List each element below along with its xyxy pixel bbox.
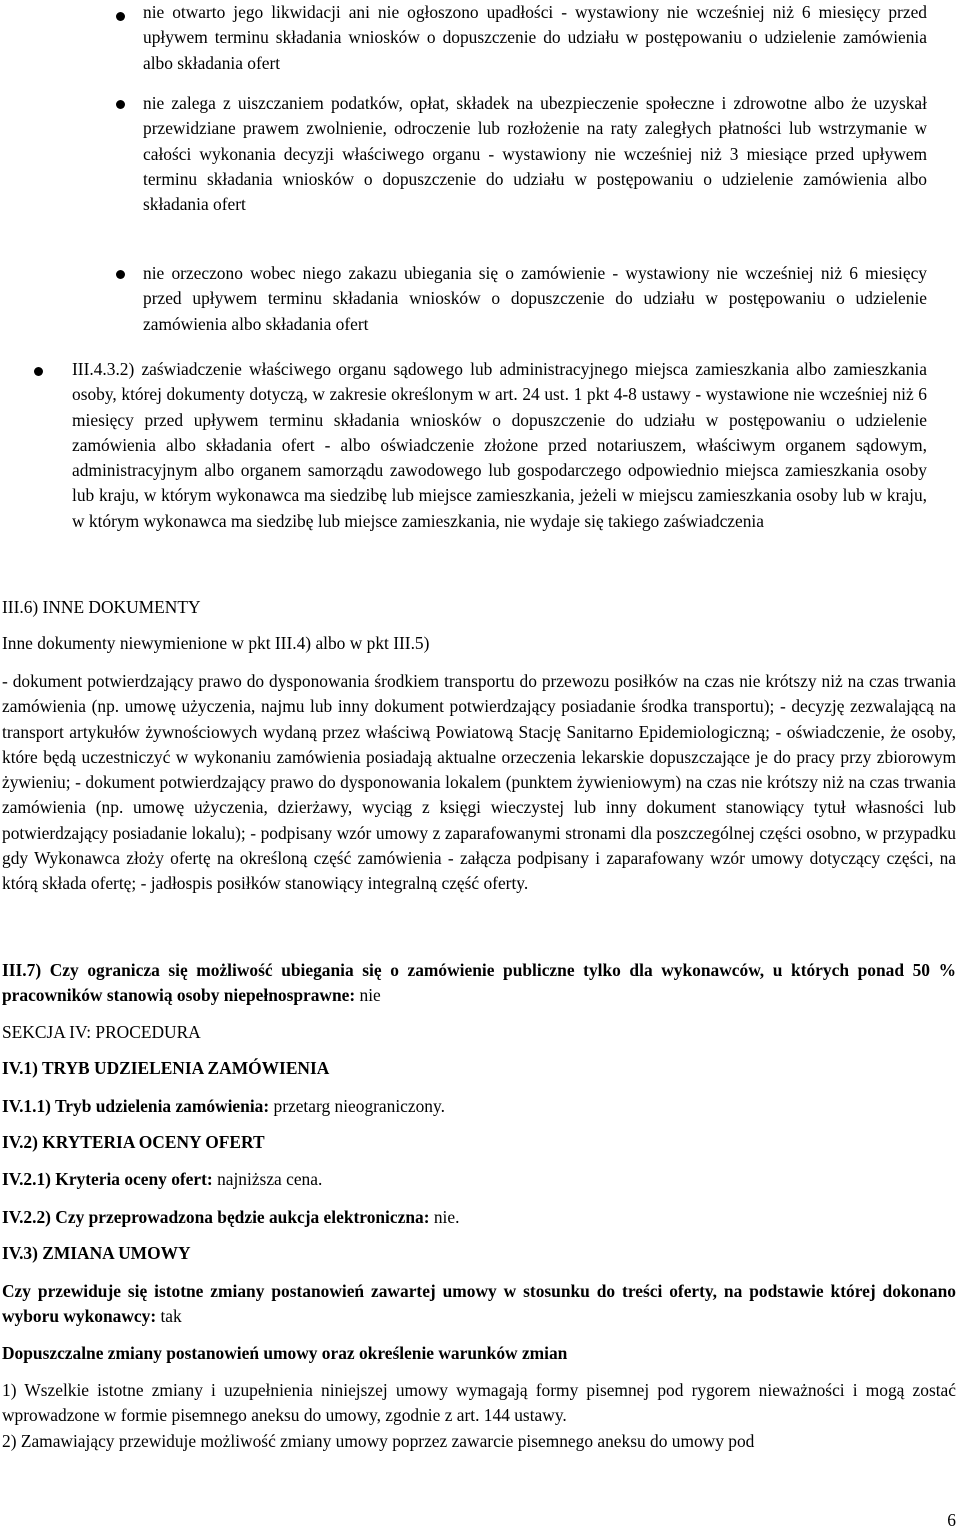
section-iv-2-2 (2, 1205, 956, 1230)
bullet-dot (34, 367, 43, 376)
section-iv-3-question (2, 1279, 956, 1330)
sub-bullet-2: nie zalega z uiszczaniem podatków, opłat, składek na ubezpieczenie społeczne i zdrowotne albo że uzyskał przewidziane prawem zwolnienie, odroczenie lub rozłożenie na raty zaległych płatności lub wstrzymanie w całości wykonania decyzji właściwego organu - wystawiony nie wcześniej niż 3 miesiące przed upływem terminu składania wniosków o dopuszczenie do udziału w postępowaniu o udzielenie zamówienia albo składania ofert (143, 93, 927, 215)
section-iv-1-1 (2, 1094, 956, 1119)
iv-2-1-value: najniższa cena. (212, 1169, 323, 1189)
sub-bullet-1: nie otwarto jego likwidacji ani nie ogłoszono upadłości - wystawiony nie wcześniej niż 6 miesięcy przed upływem terminu składania wniosków o dopuszczenie do udziału w postępowaniu o udzielenie zamówienia albo składania ofert (143, 2, 927, 73)
iv-1-1-label: IV.1.1) Tryb udzielenia zamówienia: (2, 1096, 270, 1116)
bullet-dot (116, 12, 125, 21)
bullet-iii-4-3-2: III.4.3.2) zaświadczenie właściwego organu sądowego lub administracyjnego miejsca zamieszkania albo zamieszkania osoby, której dokumenty dotyczą, w zakresie określonym w art. 24 ust. 1 pkt 4-8 ustawy - wystawione nie wcześniej niż 6 miesięcy przed upływem terminu składania wniosków o dopuszczenie do udziału w postępowaniu o udzielenie zamówienia albo składania ofert - albo oświadczenie złożone przed notariuszem, właściwym organem sądowym, administracyjnym albo organem samorządu zawodowego lub gospodarczego odpowiednio miejsca zamieszkania osoby lub kraju, w którym wykonawca ma siedzibę lub miejsce zamieszkania, jeżeli w miejscu zamieszkania osoby lub w kraju, w którym wykonawca ma siedzibę lub miejsce zamieszkania, nie wydaje się takiego zaświadczenia (72, 359, 927, 531)
section-iv-3-item-2: 2) Zamawiający przewiduje możliwość zmiany umowy poprzez zawarcie pisemnego aneksu do umowy pod (2, 1431, 755, 1451)
section-iv-heading: SEKCJA IV: PROCEDURA (2, 1022, 201, 1042)
iv-2-2-value: nie. (429, 1207, 460, 1227)
section-iii-6-intro: Inne dokumenty niewymienione w pkt III.4) albo w pkt III.5) (2, 633, 430, 653)
section-iii-6-heading: III.6) INNE DOKUMENTY (2, 597, 201, 617)
section-iv-1-heading: IV.1) TRYB UDZIELENIA ZAMÓWIENIA (2, 1058, 330, 1078)
section-iv-3-heading: IV.3) ZMIANA UMOWY (2, 1243, 191, 1263)
sub-bullet-3: nie orzeczono wobec niego zakazu ubiegania się o zamówienie - wystawiony nie wcześniej niż 6 miesięcy przed upływem terminu składania wniosków o dopuszczenie do udziału w postępowaniu o udzielenie zamówienia albo składania ofert (143, 263, 927, 334)
bullet-dot (116, 270, 125, 279)
iv-3-answer: tak (156, 1306, 182, 1327)
section-iv-2-1 (2, 1167, 956, 1192)
iv-2-2-label: IV.2.2) Czy przeprowadzona będzie aukcja elektroniczna: (2, 1207, 430, 1227)
section-iv-3-subheading: Dopuszczalne zmiany postanowień umowy oraz określenie warunków zmian (2, 1343, 568, 1363)
section-iv-3-item-1: 1) Wszelkie istotne zmiany i uzupełnienia niniejszej umowy wymagają formy pisemnej pod rygorem nieważności i mogą zostać wprowadzone w formie pisemnego aneksu do umowy, zgodnie z art. 144 ustawy. (2, 1380, 956, 1426)
iv-2-1-label: IV.2.1) Kryteria oceny ofert: (2, 1169, 213, 1189)
section-iii-7 (2, 958, 956, 1009)
section-iv-2-heading: IV.2) KRYTERIA OCENY OFERT (2, 1132, 265, 1152)
iv-3-question-text: Czy przewiduje się istotne zmiany postanowień zawartej umowy w stosunku do treści oferty, na podstawie której dokonano wyboru wykonawcy: (2, 1281, 956, 1327)
iv-1-1-value: przetarg nieograniczony. (269, 1096, 445, 1116)
section-iii-6-body: - dokument potwierdzający prawo do dysponowania środkiem transportu do przewozu posiłków na czas nie krótszy niż na czas trwania zamówienia (np. umowę użyczenia, najmu lub inny dokument potwierdzający posiadanie środka transportu); - decyzję zezwalającą na transport artykułów żywnościowych wydaną przez właściwą Powiatową Stację Sanitarno Epidemiologiczną; - oświadczenie, że osoby, które będą uczestniczyć w wykonaniu zamówienia posiadają aktualne orzeczenia lekarskie dopuszczające je do pracy przy zbiorowym żywieniu; - dokument potwierdzający prawo do dysponowania lokalem (punktem żywieniowym) na czas nie krótszy niż na czas trwania zamówienia (np. umowę użyczenia, dzierżawy, wyciąg z księgi wieczystej lub inny dokument stanowiący tytuł własności lub potwierdzający posiadanie lokalu); - podpisany wzór umowy z zaparafowanymi stronami dla poszczególnej części osobno, w przypadku gdy Wykonawca złoży ofertę na określoną część zamówienia - załącza podpisany i zaparafowany wzór umowy dotyczący części, na którą składa ofertę; - jadłospis posiłków stanowiący integralną część oferty. (2, 671, 956, 894)
bullet-dot (116, 100, 125, 109)
section-iii-7-answer: nie (355, 985, 381, 1006)
section-iii-7-question: III.7) Czy ogranicza się możliwość ubiegania się o zamówienie publiczne tylko dla wykonawców, u których ponad 50 % pracowników stanowią osoby niepełnosprawne: (2, 960, 956, 1006)
page-number: 6 (947, 1510, 956, 1530)
